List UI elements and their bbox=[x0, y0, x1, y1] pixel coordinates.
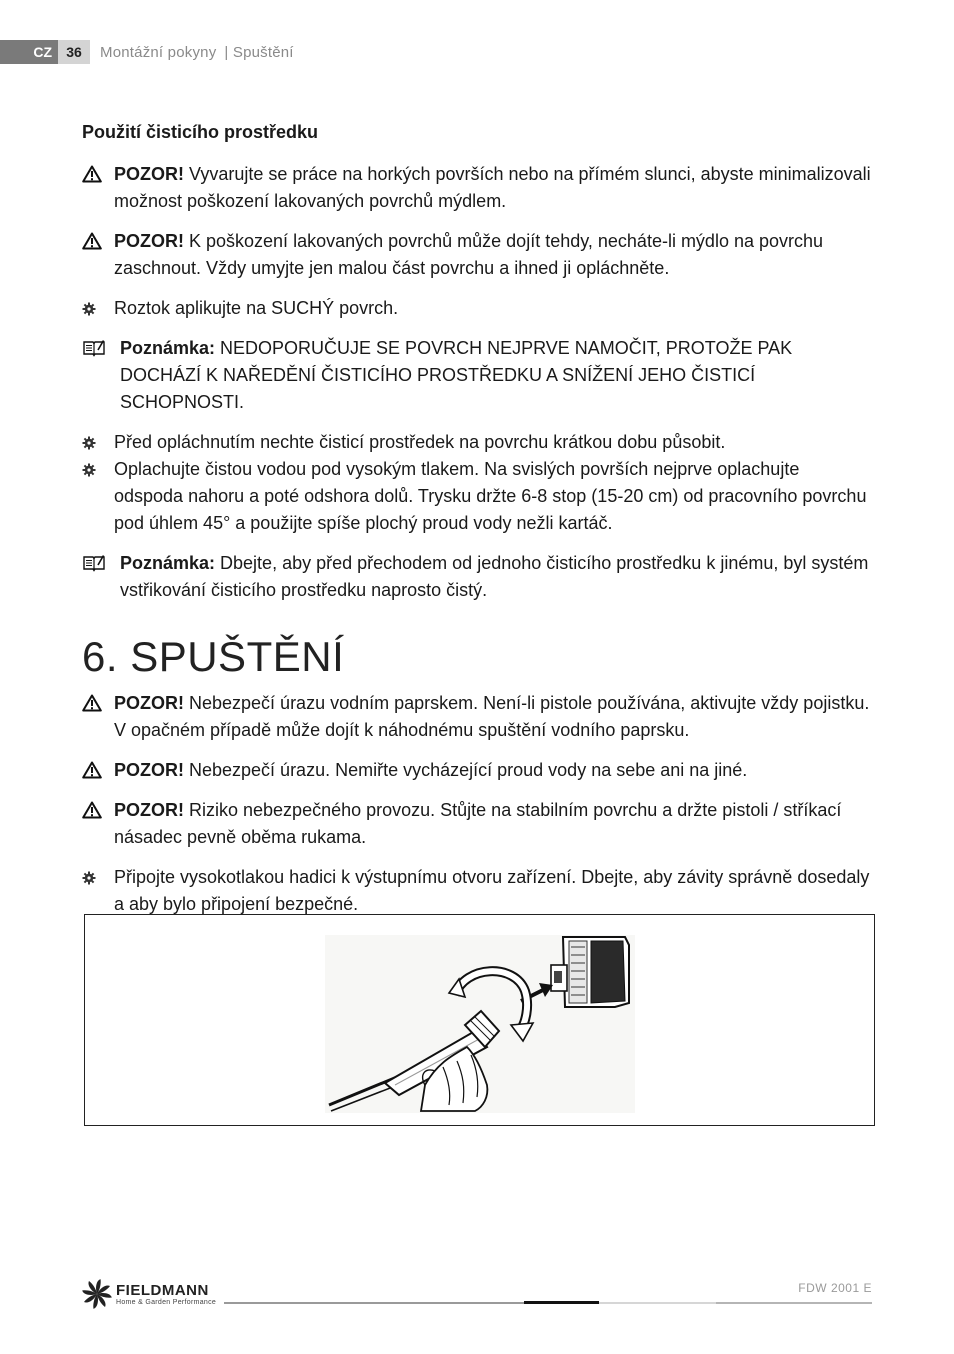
brand-name: FIELDMANN bbox=[116, 1282, 209, 1299]
warning-label: POZOR! bbox=[114, 164, 184, 184]
warning-text: Vyvarujte se práce na horkých površích nebo na přímém slunci, abyste minimalizovali možnost poškození lakovaných povrchů mýdlem. bbox=[114, 164, 871, 211]
footer-bar-light bbox=[599, 1302, 716, 1304]
language-tag: CZ bbox=[0, 40, 58, 64]
warning-triangle-icon bbox=[82, 228, 114, 250]
breadcrumb-subsection: | Spuštění bbox=[224, 43, 294, 61]
bullet-item bbox=[82, 456, 872, 537]
book-note-icon bbox=[82, 335, 120, 357]
warning-triangle-icon bbox=[82, 161, 114, 183]
bullet-text: Před opláchnutím nechte čisticí prostředek na povrchu krátkou dobu působit. bbox=[114, 432, 726, 452]
note-label: Poznámka: bbox=[120, 553, 216, 573]
bullet-item bbox=[82, 864, 872, 918]
brand-logo bbox=[82, 1278, 216, 1310]
fan-logo-icon bbox=[82, 1278, 112, 1310]
book-note-icon bbox=[82, 550, 120, 572]
note-label: Poznámka: bbox=[120, 338, 216, 358]
note-item bbox=[82, 550, 872, 604]
note-item bbox=[82, 335, 872, 416]
warning-text: Nebezpečí úrazu. Nemiřte vycházející proud vody na sebe ani na jiné. bbox=[184, 760, 748, 780]
bullet-item bbox=[82, 295, 872, 322]
bullet-item bbox=[82, 429, 872, 456]
gear-bullet-icon bbox=[82, 864, 114, 885]
warning-triangle-icon bbox=[82, 757, 114, 779]
section-title: 6. SPUŠTĚNÍ bbox=[82, 633, 345, 680]
footer-bar-black bbox=[524, 1301, 599, 1304]
note-text: Dbejte, aby před přechodem od jednoho čisticího prostředku k jinému, byl systém vstřikování čisticího prostředku naprosto čistý. bbox=[120, 553, 869, 600]
model-number: FDW 2001 E bbox=[798, 1281, 872, 1295]
warning-text: K poškození lakovaných povrchů může dojít tehdy, necháte-li mýdlo na povrchu zaschnout. Vždy umyjte jen malou část povrchu a ihned ji opláchněte. bbox=[114, 231, 824, 278]
warning-triangle-icon bbox=[82, 797, 114, 819]
bullet-text: Připojte vysokotlakou hadici k výstupnímu otvoru zařízení. Dbejte, aby závity správně dosedaly a aby bylo připojení bezpečné. bbox=[114, 867, 870, 914]
brand-tagline: Home & Garden Performance bbox=[116, 1299, 217, 1306]
warning-item bbox=[82, 757, 872, 784]
warning-label: POZOR! bbox=[114, 800, 184, 820]
note-text: NEDOPORUČUJE SE POVRCH NEJPRVE NAMOČIT, PROTOŽE PAK DOCHÁZÍ K NAŘEDĚNÍ ČISTICÍHO PROSTŘEDKU A SNÍŽENÍ JEHO ČISTICÍ SCHOPNOSTI. bbox=[120, 338, 793, 412]
warning-text: Riziko nebezpečného provozu. Stůjte na stabilním povrchu a držte pistoli / stříkací násadec pevně oběma rukama. bbox=[114, 800, 842, 847]
warning-label: POZOR! bbox=[114, 231, 184, 251]
subheading: Použití čisticího prostředku bbox=[82, 122, 319, 142]
page-number: 36 bbox=[58, 40, 90, 64]
page-content bbox=[82, 122, 872, 918]
gear-bullet-icon bbox=[82, 295, 114, 316]
breadcrumb-section: Montážní pokyny bbox=[100, 43, 217, 61]
warning-item bbox=[82, 690, 872, 744]
warning-item bbox=[82, 161, 872, 215]
footer-bar-grey bbox=[224, 1302, 524, 1304]
warning-item bbox=[82, 797, 872, 851]
gear-bullet-icon bbox=[82, 429, 114, 450]
hose-connection-illustration bbox=[84, 914, 875, 1126]
bullet-text: Roztok aplikujte na SUCHÝ povrch. bbox=[114, 298, 399, 318]
warning-triangle-icon bbox=[82, 690, 114, 712]
warning-item bbox=[82, 228, 872, 282]
gear-bullet-icon bbox=[82, 456, 114, 477]
hose-connection-drawing bbox=[325, 935, 635, 1113]
footer-bar-mid bbox=[716, 1302, 872, 1304]
warning-text: Nebezpečí úrazu vodním paprskem. Není-li pistole používána, aktivujte vždy pojistku. V opačném případě může dojít k náhodnému spuštění vodního paprsku. bbox=[114, 693, 870, 740]
warning-label: POZOR! bbox=[114, 760, 184, 780]
warning-label: POZOR! bbox=[114, 693, 184, 713]
bullet-text: Oplachujte čistou vodou pod vysokým tlakem. Na svislých površích nejprve oplachujte odspoda nahoru a poté odshora dolů. Trysku držte 6-8 stop (15-20 cm) od pracovního povrchu pod úhlem 45° a použijte spíše plochý proud vody nežli kartáč. bbox=[114, 459, 867, 533]
page-header bbox=[0, 40, 294, 64]
